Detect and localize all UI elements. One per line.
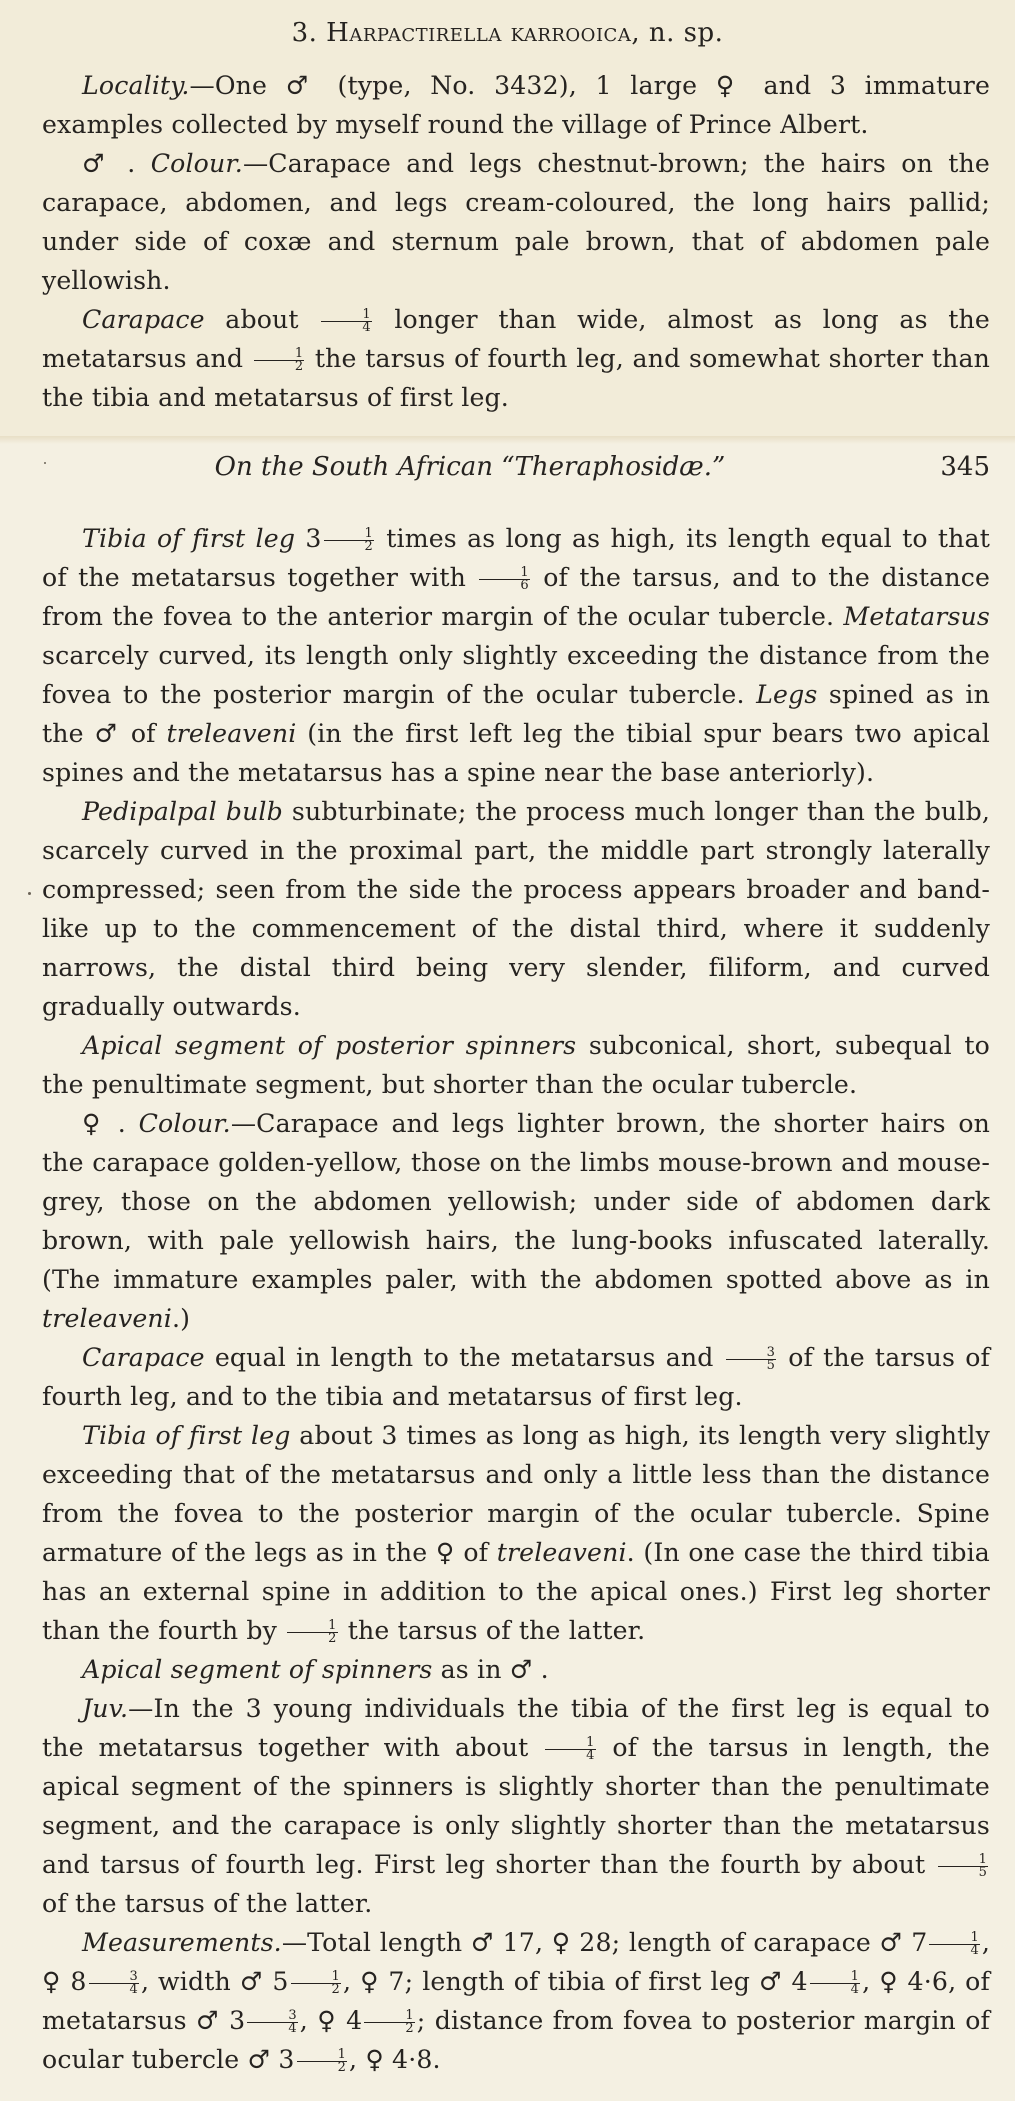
spacer [112,149,127,178]
body-text: , [299,2006,318,2035]
top-text-block [42,66,990,417]
carapace-paragraph [42,300,990,417]
body-text: 4 [336,2006,363,2035]
page-number: 345 [940,452,990,482]
male-symbol: ♂ [879,1928,903,1957]
metatarsus-label: Metatarsus [843,602,990,631]
heading-species: Harpactirella karrooica [326,18,632,48]
body-text: spined as in the [42,680,990,748]
fraction [545,1734,595,1763]
body-text: 7; length of tibia of first leg [379,1967,759,1996]
spacer [533,1655,541,1684]
body-text: , [349,2045,366,2074]
fraction-numerator: 1 [254,348,304,361]
female-symbol: ♀ [360,1967,380,1996]
body-text: 4·6, of metatarsus [42,1967,990,2035]
fraction-denominator: 4 [362,319,371,335]
female-symbol: ♀ [42,1967,62,1996]
body-text: —Total length [281,1928,471,1957]
body-text [295,524,305,553]
fraction-denominator: 2 [337,2059,346,2075]
fraction-denominator: 4 [129,1981,138,1997]
locality-paragraph [42,66,990,144]
fraction-denominator: 2 [331,1981,340,1997]
female-symbol: ♀ [317,2006,337,2035]
female-apical-paragraph [42,1650,990,1689]
fraction-denominator: 4 [850,1981,860,1997]
body-text: —In the 3 young individuals the tibia of the first leg is equal to the metatarsus together with about [42,1694,990,1762]
fraction-numerator: 1 [291,1971,341,1984]
fraction [726,1344,776,1373]
fraction-denominator: 2 [328,1630,337,1646]
fraction-numerator: 1 [545,1737,595,1750]
fraction [321,306,371,335]
fraction-denominator: 5 [766,1357,776,1373]
measurements-paragraph [42,1923,990,2079]
fraction-numerator: 3 [89,1971,139,1984]
body-text: 4·8. [383,2045,441,2074]
fraction [89,1968,139,1997]
body-text: scarcely curved, its length only slightly exceeding the distance from the fovea to the posterior margin of the ocular tubercle. [42,641,990,709]
body-text: of [119,719,167,748]
fraction-denominator: 2 [294,358,304,374]
female-carapace-paragraph [42,1338,990,1416]
species-name: treleaveni [496,1538,627,1567]
body-text: equal in length to the metatarsus and [204,1343,724,1372]
colour-label: Colour. [138,1109,231,1138]
locality-text: and 3 immature examples collected by myself round the village of Prince Albert. [42,71,991,139]
juvenile-paragraph [42,1689,990,1923]
fraction-numerator: 1 [938,1854,988,1867]
locality-label: Locality. [82,71,190,100]
fraction-denominator: 4 [288,2020,297,2036]
female-tibia-paragraph [42,1416,990,1650]
body-text: , [862,1967,880,1996]
body-text: 17, [494,1928,552,1957]
fraction-numerator: 1 [287,1620,337,1633]
spacer [105,1109,118,1138]
male-symbol: ♂ [94,719,120,748]
male-symbol: ♂ [470,1928,495,1957]
fraction [297,2046,347,2075]
body-text: of [454,1538,497,1567]
body-text: as in [432,1655,510,1684]
female-symbol: ♀ [715,71,745,100]
locality-text: (type, No. 3432), 1 large [318,71,716,100]
body-text: , [342,1967,361,1996]
fraction-numerator: 1 [929,1932,979,1945]
body-text: of the tarsus, and to the distance from the fovea to the anterior margin of the ocular tubercle. [42,563,991,631]
apical-paragraph [42,1026,990,1104]
fraction-denominator: 4 [586,1747,595,1763]
fraction-numerator: 1 [321,309,371,322]
legs-label: Legs [756,680,818,709]
bulb-label: Pedipalpal bulb [82,797,283,826]
body-text: 28; length of carapace [570,1928,880,1957]
running-head [40,452,990,486]
female-symbol: ♀ [879,1967,899,1996]
tibia-paragraph: Tibia of first leg 3 $\frac{1}{2}$ times as long as high, its length equal to that of the metatarsus together with $\frac{1}{6}$ of the tarsus, and to the distance from the fovea to the anterior margin of the ocular tubercle. Metatarsus scarcely curved, its length only slightly exceeding the distance from the fovea to the posterior margin of the ocular tubercle. Legs spined as in the ♂ of treleaveni (in the first left leg the tibial spur bears two apical spines and the metatarsus has a spine near the base anteriorly). [42,524,991,787]
female-symbol: ♀ [365,2045,384,2074]
symbol-dot: . [540,1655,549,1684]
male-symbol: ♂ [509,1655,533,1684]
locality-text: —One [189,71,286,100]
apical-label: Apical segment of posterior spinners [82,1031,577,1060]
body-text: times as long as high, its length equal to that of the metatarsus together with [42,524,990,592]
fraction-numerator: 1 [297,2049,347,2062]
fraction-denominator: 4 [970,1942,979,1958]
page-seam [0,436,1015,444]
fraction-numerator: 3 [726,1347,776,1360]
male-symbol: ♂ [82,149,112,178]
fraction [287,1617,337,1646]
fraction [254,345,304,374]
fraction-denominator: 2 [364,538,373,554]
species-name: treleaveni [166,719,297,748]
fraction-numerator: 1 [364,2010,414,2023]
body-text: . (In one case the third tibia has an external spine in addition to the apical ones.) First leg shorter than the fourth by [42,1538,990,1645]
fraction-denominator: 6 [520,577,529,593]
species-name: treleaveni [42,1304,172,1333]
carapace-text: longer than wide, almost as long as the metatarsus and [42,305,990,373]
carapace-label: Carapace [82,1343,205,1372]
fraction-numerator: 1 [324,528,374,541]
spacer [126,1109,139,1138]
fraction [324,525,374,554]
fraction-numerator: 1 [479,567,529,580]
symbol-dot: . [117,1109,126,1138]
tibia-label: Tibia of first leg [82,524,296,553]
body-text: about 3 times as long as high, its length very slightly exceeding that of the metatarsus and only a little less than the distance from the fovea to the posterior margin of the ocular tubercle. Spine armature of the legs as in the [42,1421,991,1567]
male-symbol: ♂ [195,2006,220,2035]
body-text: .) [171,1304,191,1333]
body-text: 5 [263,1967,289,1996]
male-symbol: ♂ [247,2045,271,2074]
fraction-denominator: 5 [978,1864,987,1880]
body-text: , width [140,1967,240,1996]
colour-label: Colour. [150,149,243,178]
juv-label: Juv. [82,1694,129,1723]
body-text: subconical, short, subequal to the penultimate segment, but shorter than the ocular tubercle. [42,1031,990,1099]
heading-number: 3. [291,18,318,48]
body-text: (in the first left leg the tibial spur bears two apical spines and the metatarsus has a spine near the base anteriorly). [42,719,990,787]
body-text: the tarsus of the latter. [339,1616,646,1645]
fraction-numerator: 1 [810,1971,860,1984]
tibia-label: Tibia of first leg [82,1421,291,1450]
carapace-label: Carapace [82,305,205,334]
fraction [938,1851,988,1880]
female-colour-paragraph [42,1104,990,1338]
carapace-text: the tarsus of fourth leg, and somewhat shorter than the tibia and metatarsus of first leg. [42,344,990,412]
body-text: of the tarsus of the latter. [42,1889,373,1918]
body-text-block [42,519,990,2079]
female-symbol: ♀ [82,1109,106,1138]
species-heading [0,18,1015,48]
body-text: 8 [61,1967,87,1996]
male-colour-paragraph [42,144,990,300]
fraction-numerator: 3 [247,2010,297,2023]
fraction [810,1968,860,1997]
body-text: of the tarsus in length, the apical segment of the spinners is slightly shorter than the penultimate segment, and the carapace is only slightly shorter than the metatarsus and tarsus of fourth leg. First leg shorter than the fourth by about [42,1733,990,1879]
fraction [929,1929,979,1958]
symbol-dot: . [127,149,136,178]
male-symbol: ♂ [758,1967,783,1996]
paper-speck [28,892,31,895]
fraction [291,1968,341,1997]
colour-text: —Carapace and legs chestnut-brown; the hairs on the carapace, abdomen, and legs cream-coloured, the long hairs pallid; under side of coxæ and sternum pale brown, that of abdomen pale yellowish. [42,149,990,295]
paper-speck [44,462,46,464]
body-text: 3 [219,2006,246,2035]
female-symbol: ♀ [551,1928,571,1957]
body-text: ; distance from fovea to posterior margin of ocular tubercle [42,2006,991,2074]
carapace-text: about [204,305,320,334]
fraction [247,2007,297,2036]
apical-label: Apical segment of spinners [82,1655,433,1684]
body-text: subturbinate; the process much longer than the bulb, scarcely curved in the proximal part, the middle part strongly laterally compressed; seen from the side the process appears broader and band-like up to the commencement of the distal third, where it suddenly narrows, the distal third being very slender, filiform, and curved gradually outwards. [42,797,990,1021]
body-text: of the tarsus of fourth leg, and to the tibia and metatarsus of first leg. [42,1343,990,1411]
male-symbol: ♂ [285,71,319,100]
body-text: 3 [270,2045,295,2074]
measurements-label: Measurements. [82,1928,282,1957]
bulb-paragraph [42,792,990,1026]
fraction [479,564,529,593]
fraction-denominator: 2 [405,2020,414,2036]
female-symbol: ♀ [435,1538,455,1567]
male-symbol: ♂ [239,1967,264,1996]
running-head-title: On the South African “Theraphosidæ.” [214,452,726,482]
body-text: 4 [782,1967,808,1996]
body-text: —Carapace and legs lighter brown, the shorter hairs on the carapace golden-yellow, those on the limbs mouse-brown and mouse-grey, those on the abdomen yellowish; under side of abdomen dark brown, with pale yellowish hairs, the lung-books infuscated laterally. (The immature examples paler, with the abdomen spotted above as in [42,1109,990,1294]
fraction [364,2007,414,2036]
spacer [135,149,150,178]
body-text: , [981,1928,991,1957]
heading-suffix: , n. sp. [631,18,724,48]
body-text: 7 [902,1928,928,1957]
